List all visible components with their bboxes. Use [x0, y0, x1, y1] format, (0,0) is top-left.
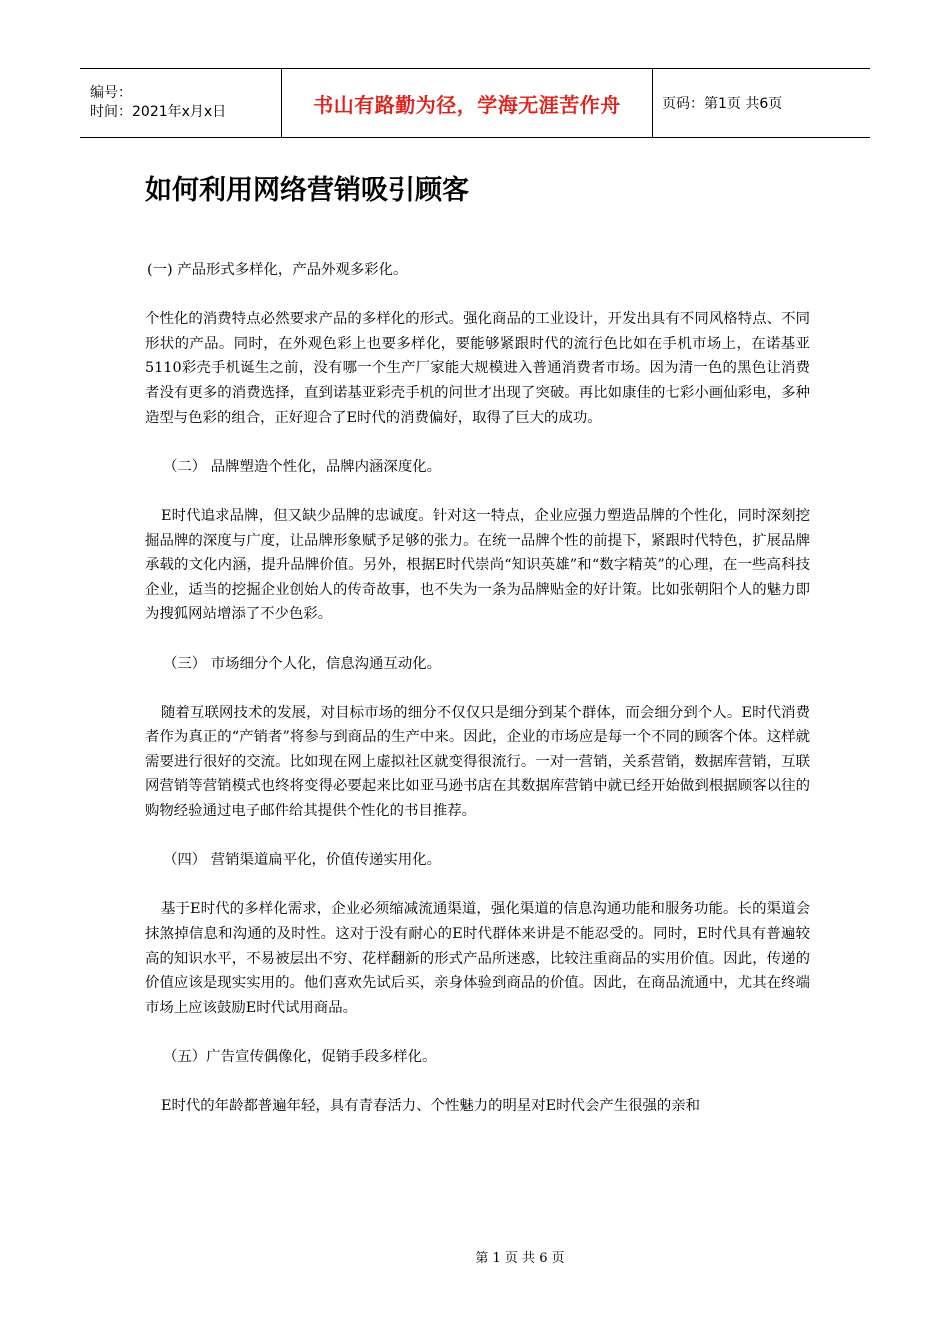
header-page-info: 页码：第1页 共6页 — [662, 96, 783, 112]
header-motto: 书山有路勤为径，学海无涯苦作舟 — [313, 92, 621, 117]
page-footer — [0, 1247, 950, 1266]
section-body-2: E时代追求品牌，但又缺少品牌的忠诚度。针对这一特点，企业应强力塑造品牌的个性化，同时深刻挖掘品牌的深度与广度，让品牌形象赋予足够的张力。在统一品牌个性的前提下，紧跟时代特色，扩展品牌承载的文化内涵，提升品牌价值。另外，根据E时代崇尚“知识英雄”和“数字精英”的心理，在一些高科技企业，适当的挖掘企业创始人的传奇故事，也不失为一条为品牌贴金的好计策。比如张朝阳个人的魅力即为搜狐网站增添了不少色彩。 — [145, 507, 810, 623]
page-header — [80, 68, 870, 138]
header-motto-cell — [281, 69, 653, 137]
header-page-info-cell — [653, 69, 870, 137]
section-heading-2: （二） 品牌塑造个性化，品牌内涵深度化。 — [163, 458, 441, 475]
document-number-label: 编号： — [90, 85, 132, 101]
section-body-3: 随着互联网技术的发展，对目标市场的细分不仅仅只是细分到某个群体，而会细分到个人。E时代消费者作为真正的“产销者”将参与到商品的生产中来。因此，企业的市场应是每一个不同的顾客个体。这样就需要进行很好的交流。比如现在网上虚拟社区就变得很流行。一对一营销，关系营销，数据库营销，互联网营销等营销模式也终将变得必要起来比如亚马逊书店在其数据库营销中就已经开始做到根据顾客以往的购物经验通过电子邮件给其提供个性化的书目推荐。 — [145, 704, 810, 820]
footer-page-number: 第 1 页 共 6 页 — [475, 1251, 565, 1266]
section-body-1: 个性化的消费特点必然要求产品的多样化的形式。强化商品的工业设计，开发出具有不同风格特点、不同形状的产品。同时，在外观色彩上也要多样化，要能够紧跟时代的流行色比如在手机市场上，在诺基亚5110彩壳手机诞生之前，没有哪一个生产厂家能大规模进入普通消费者市场。因为清一色的黑色让消费者没有更多的消费选择，直到诺基亚彩壳手机的问世才出现了突破。再比如康佳的七彩小画仙彩电，多种造型与色彩的组合，正好迎合了E时代的消费偏好，取得了巨大的成功。 — [145, 311, 810, 426]
document-date: 时间：2021年x月x日 — [90, 104, 227, 120]
header-meta — [80, 69, 281, 137]
section-heading-3: （三） 市场细分个人化，信息沟通互动化。 — [163, 655, 441, 672]
document-title: 如何利用网络营销吸引顾客 — [145, 175, 469, 206]
section-heading-1: (一) 产品形式多样化，产品外观多彩化。 — [147, 262, 408, 278]
section-heading-5: （五）广告宣传偶像化，促销手段多样化。 — [163, 1049, 437, 1065]
section-heading-4: （四） 营销渠道扁平化，价值传递实用化。 — [163, 852, 441, 869]
section-body-5: E时代的年龄都普遍年轻，具有青春活力、个性魅力的明星对E时代会产生很强的亲和 — [161, 1098, 701, 1115]
document-body — [145, 258, 810, 1143]
section-body-4: 基于E时代的多样化需求，企业必须缩减流通渠道，强化渠道的信息沟通功能和服务功能。长的渠道会抹煞掉信息和沟通的及时性。这对于没有耐心的E时代群体来讲是不能忍受的。同时，E时代具有普遍较高的知识水平，不易被层出不穷、花样翻新的形式产品所迷惑，比较注重商品的实用价值。因此，传递的价值应该是现实实用的。他们喜欢先试后买，亲身体验到商品的价值。因此，在商品流通中，尤其在终端市场上应该鼓励E时代试用商品。 — [145, 901, 810, 1016]
